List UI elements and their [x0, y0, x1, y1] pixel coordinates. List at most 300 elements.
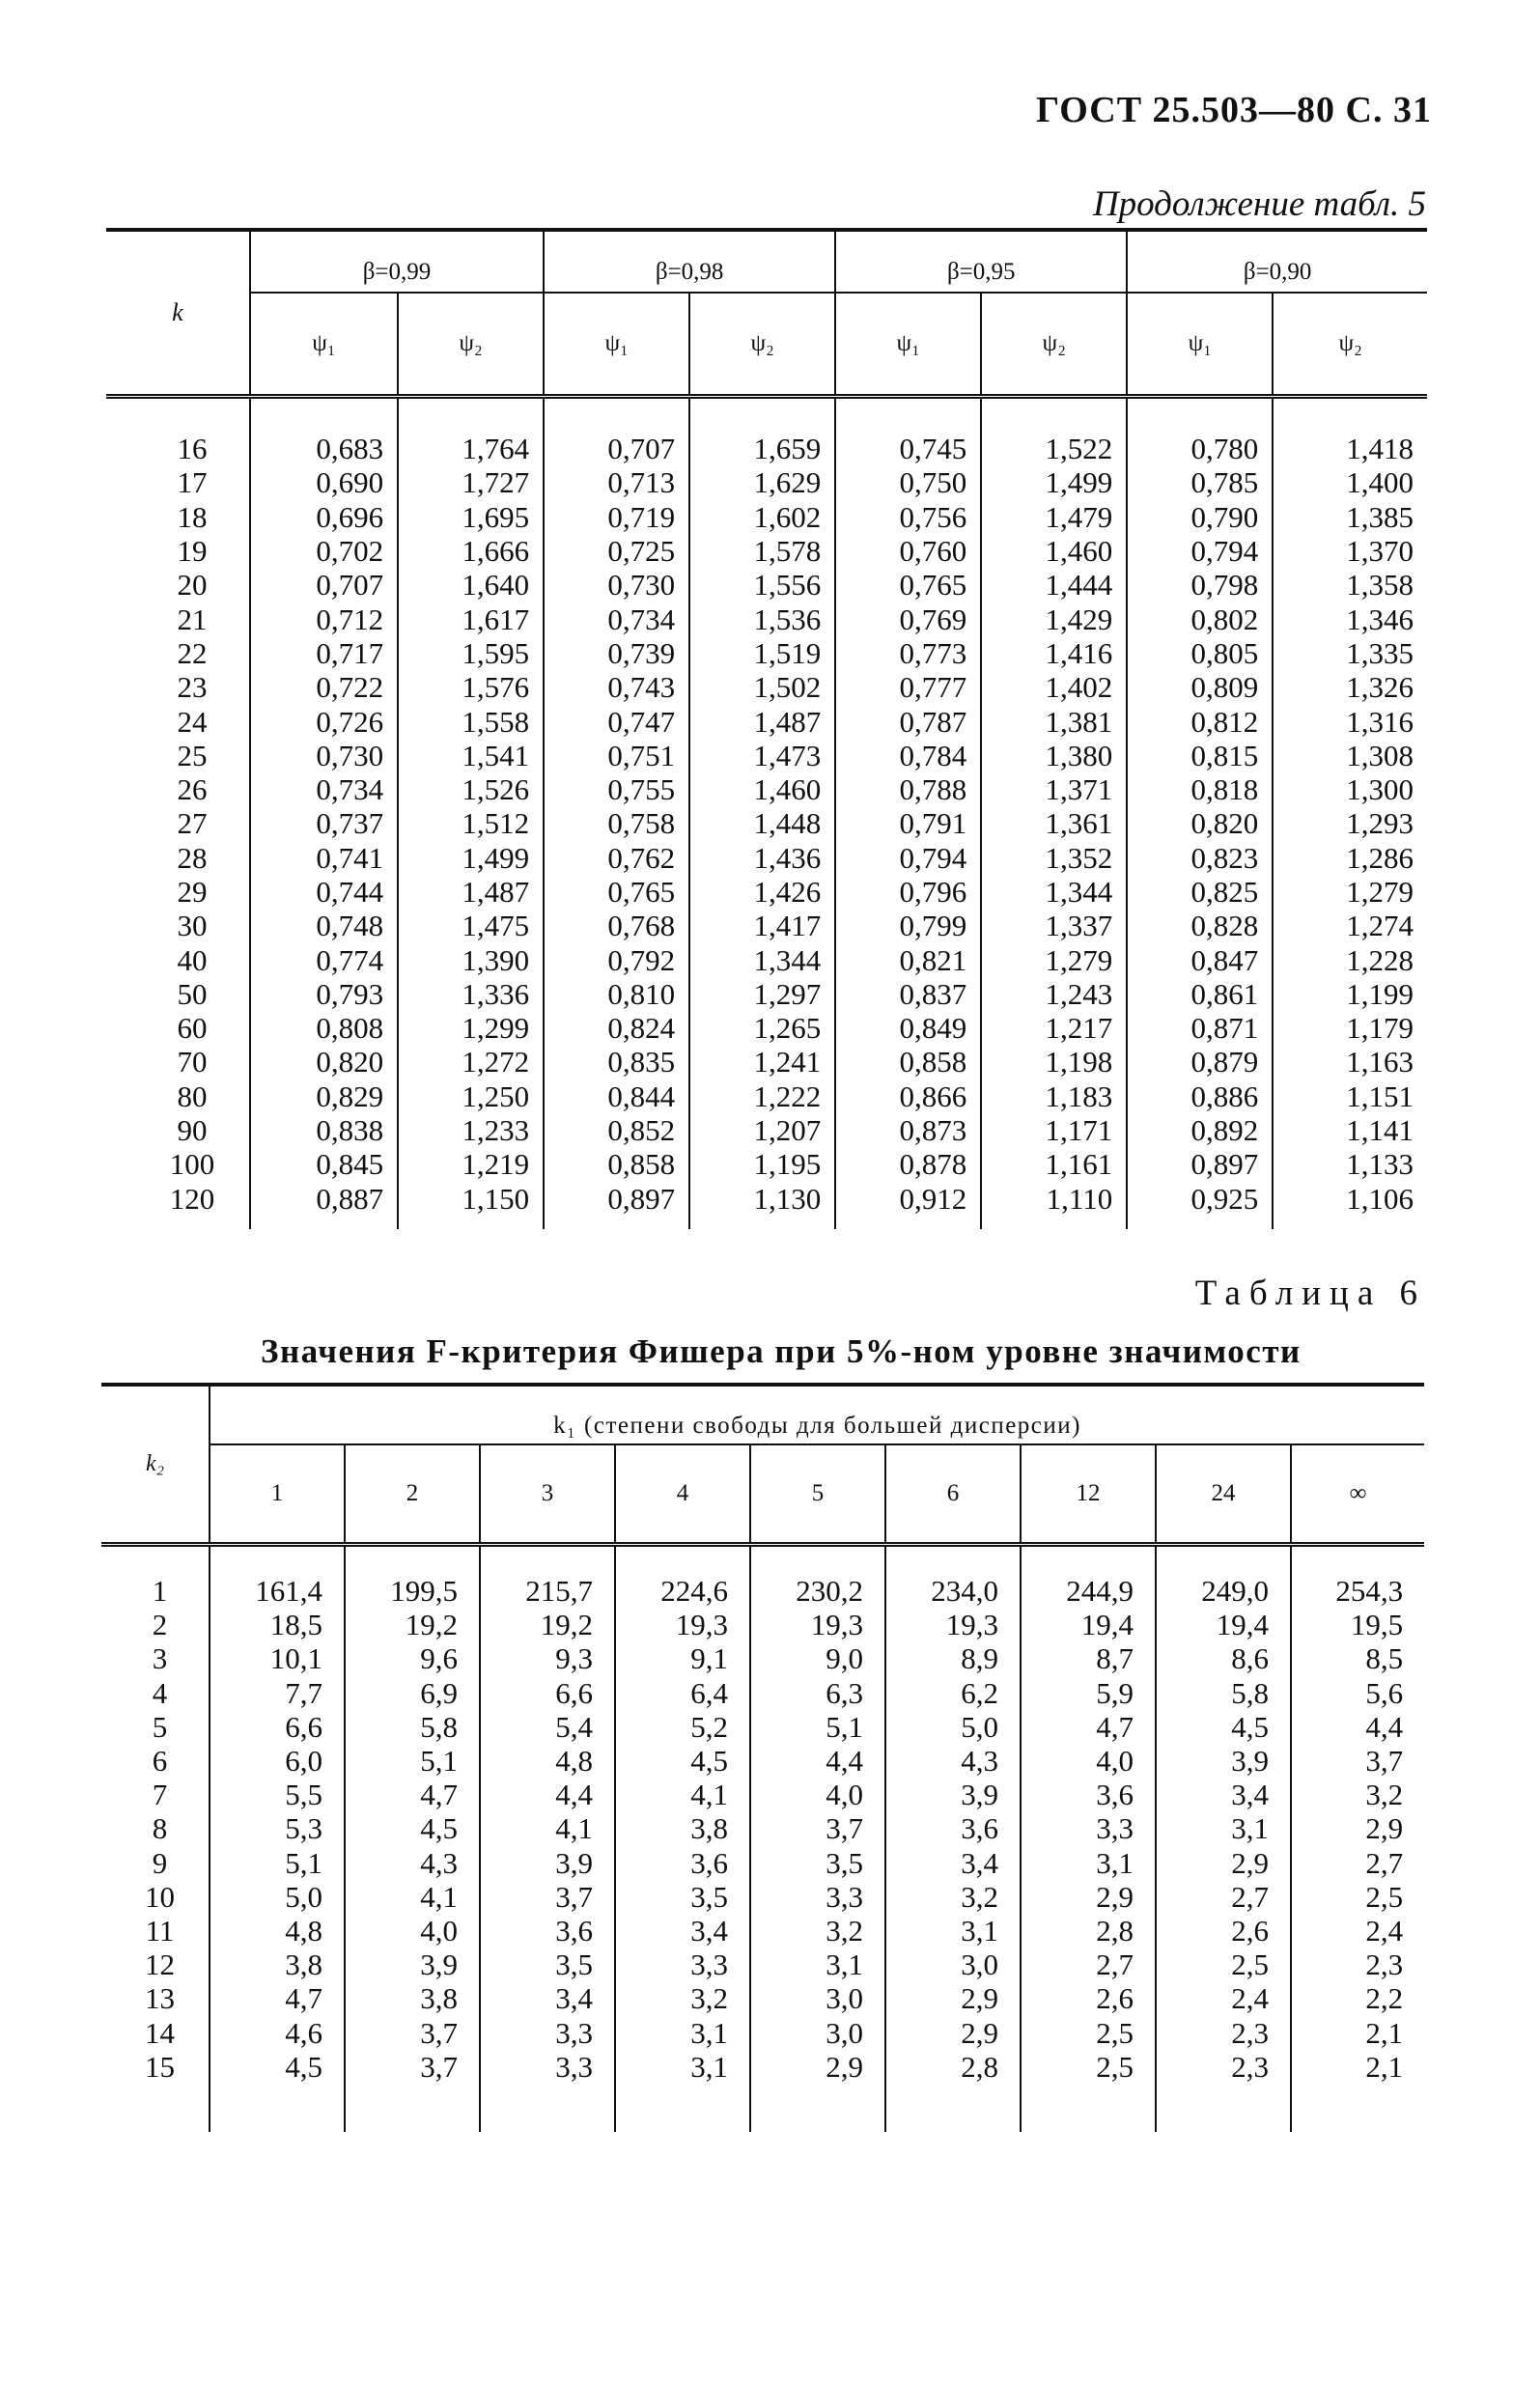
value-cell: 3,5	[480, 1948, 615, 1981]
value-cell: 0,858	[544, 1147, 689, 1181]
row-key-cell: 30	[177, 909, 208, 943]
value-cell: 1,487	[689, 704, 835, 738]
row-key-cell: 26	[177, 772, 208, 807]
value-cell: 1,602	[689, 500, 835, 534]
column-header: 6	[885, 1444, 1021, 1545]
psi1-header: ψ₁	[250, 293, 398, 397]
value-cell: 4,7	[1021, 1710, 1156, 1744]
value-cell: 0,861	[1127, 977, 1273, 1011]
value-cell: 1,499	[398, 841, 544, 875]
value-cell: 0,743	[544, 670, 689, 704]
value-cell: 1,171	[981, 1113, 1127, 1147]
value-cell: 1,499	[981, 465, 1127, 499]
row-key-cell: 24	[177, 704, 208, 739]
column-header: 24	[1156, 1444, 1291, 1545]
value-cell: 0,780	[1127, 397, 1273, 466]
row-key-cell: 6	[152, 1744, 168, 1779]
value-cell: 1,371	[981, 772, 1127, 806]
value-cell: 199,5	[345, 1545, 480, 1609]
value-cell: 0,726	[250, 704, 398, 738]
value-cell: 1,444	[981, 568, 1127, 602]
value-cell: 1,163	[1273, 1045, 1427, 1079]
value-cell: 1,299	[398, 1011, 544, 1045]
value-cell: 0,794	[835, 841, 981, 875]
row-key-cell: 14	[145, 2015, 175, 2050]
value-cell: 1,448	[689, 806, 835, 840]
value-cell: 0,747	[544, 704, 689, 738]
value-cell: 4,0	[345, 1914, 480, 1948]
value-cell: 2,7	[1156, 1880, 1291, 1914]
value-cell: 1,217	[981, 1011, 1127, 1045]
value-cell: 4,1	[480, 1811, 615, 1845]
value-cell: 0,810	[544, 977, 689, 1011]
value-cell: 2,1	[1291, 2015, 1424, 2049]
column-header: 2	[345, 1444, 480, 1545]
value-cell: 1,179	[1273, 1011, 1427, 1045]
value-cell: 0,792	[544, 942, 689, 976]
psi2-header: ψ₂	[398, 293, 544, 397]
value-cell: 5,5	[210, 1778, 345, 1811]
value-cell: 3,3	[1021, 1811, 1156, 1845]
value-cell: 0,774	[250, 942, 398, 976]
value-cell: 1,308	[1273, 739, 1427, 772]
value-cell: 161,4	[210, 1545, 345, 1609]
row-key-cell: 20	[177, 568, 208, 603]
value-cell: 1,151	[1273, 1079, 1427, 1113]
value-cell: 0,815	[1127, 739, 1273, 772]
value-cell: 19,3	[885, 1608, 1021, 1641]
value-cell: 0,787	[835, 704, 981, 738]
value-cell: 1,526	[398, 772, 544, 806]
value-cell: 1,519	[689, 636, 835, 670]
value-cell: 1,502	[689, 670, 835, 704]
table5-body	[106, 397, 1427, 1229]
value-cell: 0,791	[835, 806, 981, 840]
row-key-cell: 4	[152, 1675, 168, 1710]
table-row	[106, 465, 1427, 499]
value-cell: 1,426	[689, 875, 835, 909]
value-cell: 4,6	[210, 2015, 345, 2049]
table-row	[106, 1011, 1427, 1045]
value-cell: 0,725	[544, 534, 689, 568]
row-key-cell: 16	[177, 432, 208, 466]
value-cell: 0,835	[544, 1045, 689, 1079]
table-row	[106, 1182, 1427, 1229]
value-cell: 0,858	[835, 1045, 981, 1079]
row-key-cell: 9	[152, 1845, 168, 1880]
table-row	[101, 2050, 1424, 2132]
table-row	[106, 772, 1427, 806]
value-cell: 0,823	[1127, 841, 1273, 875]
value-cell: 2,4	[1156, 1981, 1291, 2015]
value-cell: 1,416	[981, 636, 1127, 670]
table-row	[101, 1608, 1424, 1641]
row-key-cell: 70	[177, 1045, 208, 1079]
value-cell: 2,6	[1156, 1914, 1291, 1948]
value-cell: 2,9	[750, 2050, 885, 2132]
value-cell: 0,809	[1127, 670, 1273, 704]
value-cell: 2,8	[885, 2050, 1021, 2132]
table5	[106, 228, 1427, 1229]
value-cell: 0,690	[250, 465, 398, 499]
value-cell: 3,1	[615, 2050, 750, 2132]
value-cell: 3,3	[615, 1948, 750, 1981]
value-cell: 0,825	[1127, 875, 1273, 909]
value-cell: 5,0	[210, 1880, 345, 1914]
value-cell: 3,0	[750, 2015, 885, 2049]
value-cell: 1,130	[689, 1182, 835, 1229]
table-row	[106, 942, 1427, 976]
row-key-cell: 10	[145, 1879, 175, 1914]
value-cell: 1,536	[689, 602, 835, 635]
psi2-header: ψ₂	[689, 293, 835, 397]
value-cell: 1,241	[689, 1045, 835, 1079]
value-cell: 1,695	[398, 500, 544, 534]
value-cell: 2,6	[1021, 1981, 1156, 2015]
value-cell: 3,4	[480, 1981, 615, 2015]
value-cell: 19,2	[345, 1608, 480, 1641]
value-cell: 1,352	[981, 841, 1127, 875]
value-cell: 0,799	[835, 909, 981, 942]
value-cell: 0,798	[1127, 568, 1273, 602]
value-cell: 4,0	[1021, 1744, 1156, 1778]
value-cell: 0,717	[250, 636, 398, 670]
value-cell: 1,370	[1273, 534, 1427, 568]
table-row	[101, 1641, 1424, 1675]
table6-row-header: k₂	[101, 1385, 210, 1545]
value-cell: 3,0	[750, 1981, 885, 2015]
value-cell: 0,790	[1127, 500, 1273, 534]
column-header: 4	[615, 1444, 750, 1545]
value-cell: 3,1	[750, 1948, 885, 1981]
value-cell: 1,141	[1273, 1113, 1427, 1147]
table5-row-header: k	[106, 230, 250, 397]
value-cell: 3,6	[480, 1914, 615, 1948]
value-cell: 1,199	[1273, 977, 1427, 1011]
value-cell: 3,8	[210, 1948, 345, 1981]
value-cell: 0,886	[1127, 1079, 1273, 1113]
value-cell: 4,3	[885, 1744, 1021, 1778]
row-key-cell: 3	[152, 1641, 168, 1676]
row-key-cell: 8	[152, 1811, 168, 1846]
value-cell: 1,233	[398, 1113, 544, 1147]
value-cell: 249,0	[1156, 1545, 1291, 1609]
value-cell: 2,7	[1021, 1948, 1156, 1981]
value-cell: 1,106	[1273, 1182, 1427, 1229]
value-cell: 3,4	[885, 1846, 1021, 1880]
value-cell: 1,361	[981, 806, 1127, 840]
table-row	[101, 1981, 1424, 2015]
value-cell: 215,7	[480, 1545, 615, 1609]
value-cell: 0,879	[1127, 1045, 1273, 1079]
value-cell: 4,7	[345, 1778, 480, 1811]
value-cell: 4,4	[750, 1744, 885, 1778]
beta-header: β=0,90	[1127, 230, 1427, 293]
value-cell: 0,702	[250, 534, 398, 568]
value-cell: 0,739	[544, 636, 689, 670]
value-cell: 9,3	[480, 1641, 615, 1675]
value-cell: 1,417	[689, 909, 835, 942]
value-cell: 2,3	[1156, 2015, 1291, 2049]
value-cell: 6,4	[615, 1676, 750, 1710]
value-cell: 1,512	[398, 806, 544, 840]
value-cell: 1,659	[689, 397, 835, 466]
value-cell: 1,183	[981, 1079, 1127, 1113]
table-row	[101, 1948, 1424, 1981]
psi2-header: ψ₂	[1273, 293, 1427, 397]
value-cell: 3,2	[885, 1880, 1021, 1914]
value-cell: 4,8	[210, 1914, 345, 1948]
value-cell: 1,460	[981, 534, 1127, 568]
value-cell: 0,796	[835, 875, 981, 909]
value-cell: 5,6	[1291, 1676, 1424, 1710]
value-cell: 2,9	[1021, 1880, 1156, 1914]
value-cell: 5,2	[615, 1710, 750, 1744]
row-key-cell: 19	[177, 534, 208, 569]
value-cell: 3,6	[615, 1846, 750, 1880]
value-cell: 1,336	[398, 977, 544, 1011]
value-cell: 2,3	[1291, 1948, 1424, 1981]
row-key-cell: 23	[177, 670, 208, 705]
value-cell: 9,1	[615, 1641, 750, 1675]
value-cell: 0,844	[544, 1079, 689, 1113]
value-cell: 1,279	[1273, 875, 1427, 909]
table-row	[101, 2015, 1424, 2049]
value-cell: 3,9	[345, 1948, 480, 1981]
value-cell: 0,847	[1127, 942, 1273, 976]
value-cell: 0,785	[1127, 465, 1273, 499]
value-cell: 1,595	[398, 636, 544, 670]
value-cell: 6,6	[480, 1676, 615, 1710]
value-cell: 3,9	[1156, 1744, 1291, 1778]
row-key-cell: 1	[152, 1574, 168, 1609]
value-cell: 1,346	[1273, 602, 1427, 635]
table-row	[106, 1113, 1427, 1147]
value-cell: 1,666	[398, 534, 544, 568]
value-cell: 4,4	[480, 1778, 615, 1811]
value-cell: 1,344	[689, 942, 835, 976]
table-row	[106, 500, 1427, 534]
value-cell: 1,243	[981, 977, 1127, 1011]
row-key-cell: 50	[177, 976, 208, 1011]
value-cell: 10,1	[210, 1641, 345, 1675]
value-cell: 0,820	[250, 1045, 398, 1079]
table-row	[106, 534, 1427, 568]
column-header: ∞	[1291, 1444, 1424, 1545]
value-cell: 1,617	[398, 602, 544, 635]
value-cell: 9,0	[750, 1641, 885, 1675]
value-cell: 1,274	[1273, 909, 1427, 942]
value-cell: 1,195	[689, 1147, 835, 1181]
value-cell: 3,6	[1021, 1778, 1156, 1811]
value-cell: 1,460	[689, 772, 835, 806]
table6-column-headers	[101, 1444, 1424, 1545]
value-cell: 0,722	[250, 670, 398, 704]
row-key-cell: 28	[177, 840, 208, 875]
beta-header: β=0,98	[544, 230, 835, 293]
value-cell: 3,3	[480, 2050, 615, 2132]
row-key-cell: 100	[169, 1147, 215, 1182]
value-cell: 1,150	[398, 1182, 544, 1229]
value-cell: 3,8	[615, 1811, 750, 1845]
value-cell: 3,9	[480, 1846, 615, 1880]
table-row	[101, 1744, 1424, 1778]
value-cell: 6,2	[885, 1676, 1021, 1710]
value-cell: 1,326	[1273, 670, 1427, 704]
value-cell: 1,300	[1273, 772, 1427, 806]
psi1-header: ψ₁	[544, 293, 689, 397]
row-key-cell: 90	[177, 1113, 208, 1148]
value-cell: 1,222	[689, 1079, 835, 1113]
value-cell: 1,385	[1273, 500, 1427, 534]
table-row	[106, 670, 1427, 704]
table-row	[101, 1914, 1424, 1948]
value-cell: 5,8	[1156, 1676, 1291, 1710]
value-cell: 0,707	[250, 568, 398, 602]
value-cell: 3,7	[750, 1811, 885, 1845]
column-header: 12	[1021, 1444, 1156, 1545]
table6	[101, 1383, 1424, 2132]
value-cell: 6,3	[750, 1676, 885, 1710]
value-cell: 4,5	[345, 1811, 480, 1845]
value-cell: 2,3	[1156, 2050, 1291, 2132]
value-cell: 3,7	[345, 2050, 480, 2132]
value-cell: 6,0	[210, 1744, 345, 1778]
value-cell: 4,1	[345, 1880, 480, 1914]
value-cell: 0,845	[250, 1147, 398, 1181]
table6-title: Значения F-критерия Фишера при 5%-ном уровне значимости	[261, 1332, 1302, 1370]
value-cell: 0,762	[544, 841, 689, 875]
value-cell: 0,887	[250, 1182, 398, 1229]
value-cell: 1,265	[689, 1011, 835, 1045]
value-cell: 3,7	[345, 2015, 480, 2049]
column-header: 5	[750, 1444, 885, 1545]
row-key-cell: 25	[177, 738, 208, 772]
value-cell: 0,744	[250, 875, 398, 909]
page-header: ГОСТ 25.503—80 С. 31	[1036, 90, 1432, 130]
value-cell: 244,9	[1021, 1545, 1156, 1609]
value-cell: 1,522	[981, 397, 1127, 466]
value-cell: 7,7	[210, 1676, 345, 1710]
value-cell: 6,6	[210, 1710, 345, 1744]
value-cell: 0,793	[250, 977, 398, 1011]
value-cell: 1,335	[1273, 636, 1427, 670]
value-cell: 1,133	[1273, 1147, 1427, 1181]
value-cell: 4,3	[345, 1846, 480, 1880]
value-cell: 0,794	[1127, 534, 1273, 568]
value-cell: 0,849	[835, 1011, 981, 1045]
value-cell: 1,207	[689, 1113, 835, 1147]
table6-column-group-header: k₁ (степени свободы для большей дисперсии)	[210, 1385, 1424, 1444]
value-cell: 4,8	[480, 1744, 615, 1778]
table-row	[106, 875, 1427, 909]
value-cell: 0,751	[544, 739, 689, 772]
value-cell: 5,3	[210, 1811, 345, 1845]
value-cell: 0,765	[835, 568, 981, 602]
value-cell: 4,5	[210, 2050, 345, 2132]
value-cell: 0,696	[250, 500, 398, 534]
row-key-cell: 15	[145, 2049, 175, 2084]
row-key-cell: 11	[145, 1913, 175, 1948]
value-cell: 2,9	[1291, 1811, 1424, 1845]
value-cell: 1,629	[689, 465, 835, 499]
value-cell: 2,5	[1021, 2050, 1156, 2132]
value-cell: 2,9	[885, 2015, 1021, 2049]
value-cell: 0,821	[835, 942, 981, 976]
value-cell: 1,279	[981, 942, 1127, 976]
value-cell: 0,897	[544, 1182, 689, 1229]
value-cell: 0,866	[835, 1079, 981, 1113]
value-cell: 0,773	[835, 636, 981, 670]
value-cell: 5,1	[210, 1846, 345, 1880]
value-cell: 1,316	[1273, 704, 1427, 738]
value-cell: 0,730	[544, 568, 689, 602]
value-cell: 1,727	[398, 465, 544, 499]
beta-header: β=0,95	[835, 230, 1127, 293]
value-cell: 1,556	[689, 568, 835, 602]
value-cell: 8,5	[1291, 1641, 1424, 1675]
value-cell: 0,777	[835, 670, 981, 704]
value-cell: 3,2	[615, 1981, 750, 2015]
value-cell: 0,838	[250, 1113, 398, 1147]
value-cell: 1,380	[981, 739, 1127, 772]
value-cell: 1,487	[398, 875, 544, 909]
value-cell: 2,9	[885, 1981, 1021, 2015]
value-cell: 0,820	[1127, 806, 1273, 840]
value-cell: 0,829	[250, 1079, 398, 1113]
value-cell: 0,756	[835, 500, 981, 534]
value-cell: 1,479	[981, 500, 1127, 534]
table-row	[106, 568, 1427, 602]
value-cell: 3,4	[1156, 1778, 1291, 1811]
value-cell: 1,578	[689, 534, 835, 568]
row-key-cell: 12	[145, 1948, 175, 1982]
value-cell: 0,805	[1127, 636, 1273, 670]
row-key-cell: 29	[177, 875, 208, 909]
value-cell: 0,824	[544, 1011, 689, 1045]
value-cell: 2,5	[1156, 1948, 1291, 1981]
value-cell: 9,6	[345, 1641, 480, 1675]
value-cell: 3,4	[615, 1914, 750, 1948]
row-key-cell: 21	[177, 602, 208, 636]
value-cell: 2,4	[1291, 1914, 1424, 1948]
value-cell: 0,683	[250, 397, 398, 466]
value-cell: 1,541	[398, 739, 544, 772]
table-row	[106, 841, 1427, 875]
table6-label: Таблица 6	[1194, 1274, 1426, 1313]
value-cell: 0,784	[835, 739, 981, 772]
table-row	[101, 1846, 1424, 1880]
value-cell: 3,1	[1156, 1811, 1291, 1845]
value-cell: 1,402	[981, 670, 1127, 704]
value-cell: 5,9	[1021, 1676, 1156, 1710]
value-cell: 5,1	[345, 1744, 480, 1778]
value-cell: 3,8	[345, 1981, 480, 2015]
value-cell: 3,5	[615, 1880, 750, 1914]
value-cell: 0,878	[835, 1147, 981, 1181]
value-cell: 0,818	[1127, 772, 1273, 806]
value-cell: 1,228	[1273, 942, 1427, 976]
value-cell: 3,7	[1291, 1744, 1424, 1778]
value-cell: 1,418	[1273, 397, 1427, 466]
value-cell: 3,1	[615, 2015, 750, 2049]
value-cell: 3,2	[750, 1914, 885, 1948]
row-key-cell: 22	[177, 635, 208, 670]
value-cell: 3,3	[750, 1880, 885, 1914]
value-cell: 19,2	[480, 1608, 615, 1641]
row-key-cell: 13	[145, 1981, 175, 2016]
value-cell: 19,5	[1291, 1608, 1424, 1641]
